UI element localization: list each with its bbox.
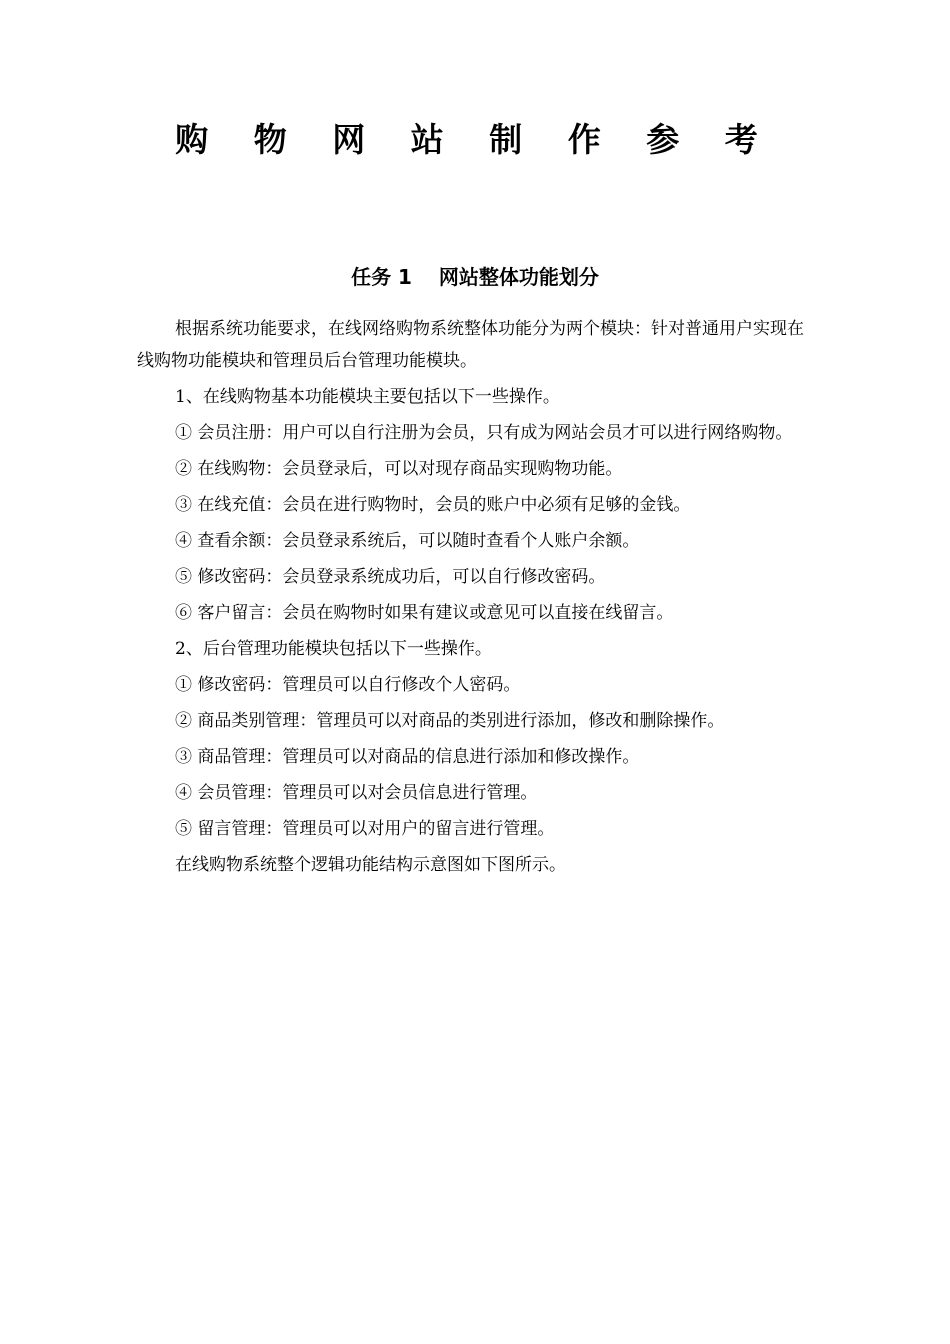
list-item-check-balance: ④ 查看余额：会员登录系统后，可以随时查看个人账户余额。 [175, 531, 640, 551]
body-text [137, 313, 820, 883]
list-item-change-password: ⑤ 修改密码：会员登录系统成功后，可以自行修改密码。 [175, 567, 606, 587]
list-item-online-shopping: ② 在线购物：会员登录后，可以对现存商品实现购物功能。 [175, 459, 623, 479]
list-item-customer-message: ⑥ 客户留言：会员在购物时如果有建议或意见可以直接在线留言。 [175, 603, 674, 623]
list-item-online-recharge: ③ 在线充值：会员在进行购物时，会员的账户中必须有足够的金钱。 [175, 495, 691, 515]
list-item-member-register: ① 会员注册：用户可以自行注册为会员，只有成为网站会员才可以进行网络购物。 [175, 423, 793, 443]
paragraph-diagram-intro: 在线购物系统整个逻辑功能结构示意图如下图所示。 [175, 855, 566, 875]
document-title: 购 物 网 站 制 作 参 考 [175, 120, 775, 159]
paragraph-intro: 根据系统功能要求，在线网络购物系统整体功能分为两个模块：针对普通用户实现在线购物功能模块和管理员后台管理功能模块。 [137, 319, 804, 371]
paragraph-module-1-heading: 1、在线购物基本功能模块主要包括以下一些操作。 [175, 387, 560, 407]
list-item-message-management: ⑤ 留言管理：管理员可以对用户的留言进行管理。 [175, 819, 555, 839]
list-item-member-management: ④ 会员管理：管理员可以对会员信息进行管理。 [175, 783, 538, 803]
paragraph-module-2-heading: 2、后台管理功能模块包括以下一些操作。 [175, 639, 492, 659]
list-item-category-management: ② 商品类别管理：管理员可以对商品的类别进行添加，修改和删除操作。 [175, 711, 725, 731]
list-item-admin-password: ① 修改密码：管理员可以自行修改个人密码。 [175, 675, 521, 695]
section-heading: 任务 1 网站整体功能划分 [351, 265, 599, 289]
list-item-product-management: ③ 商品管理：管理员可以对商品的信息进行添加和修改操作。 [175, 747, 640, 767]
